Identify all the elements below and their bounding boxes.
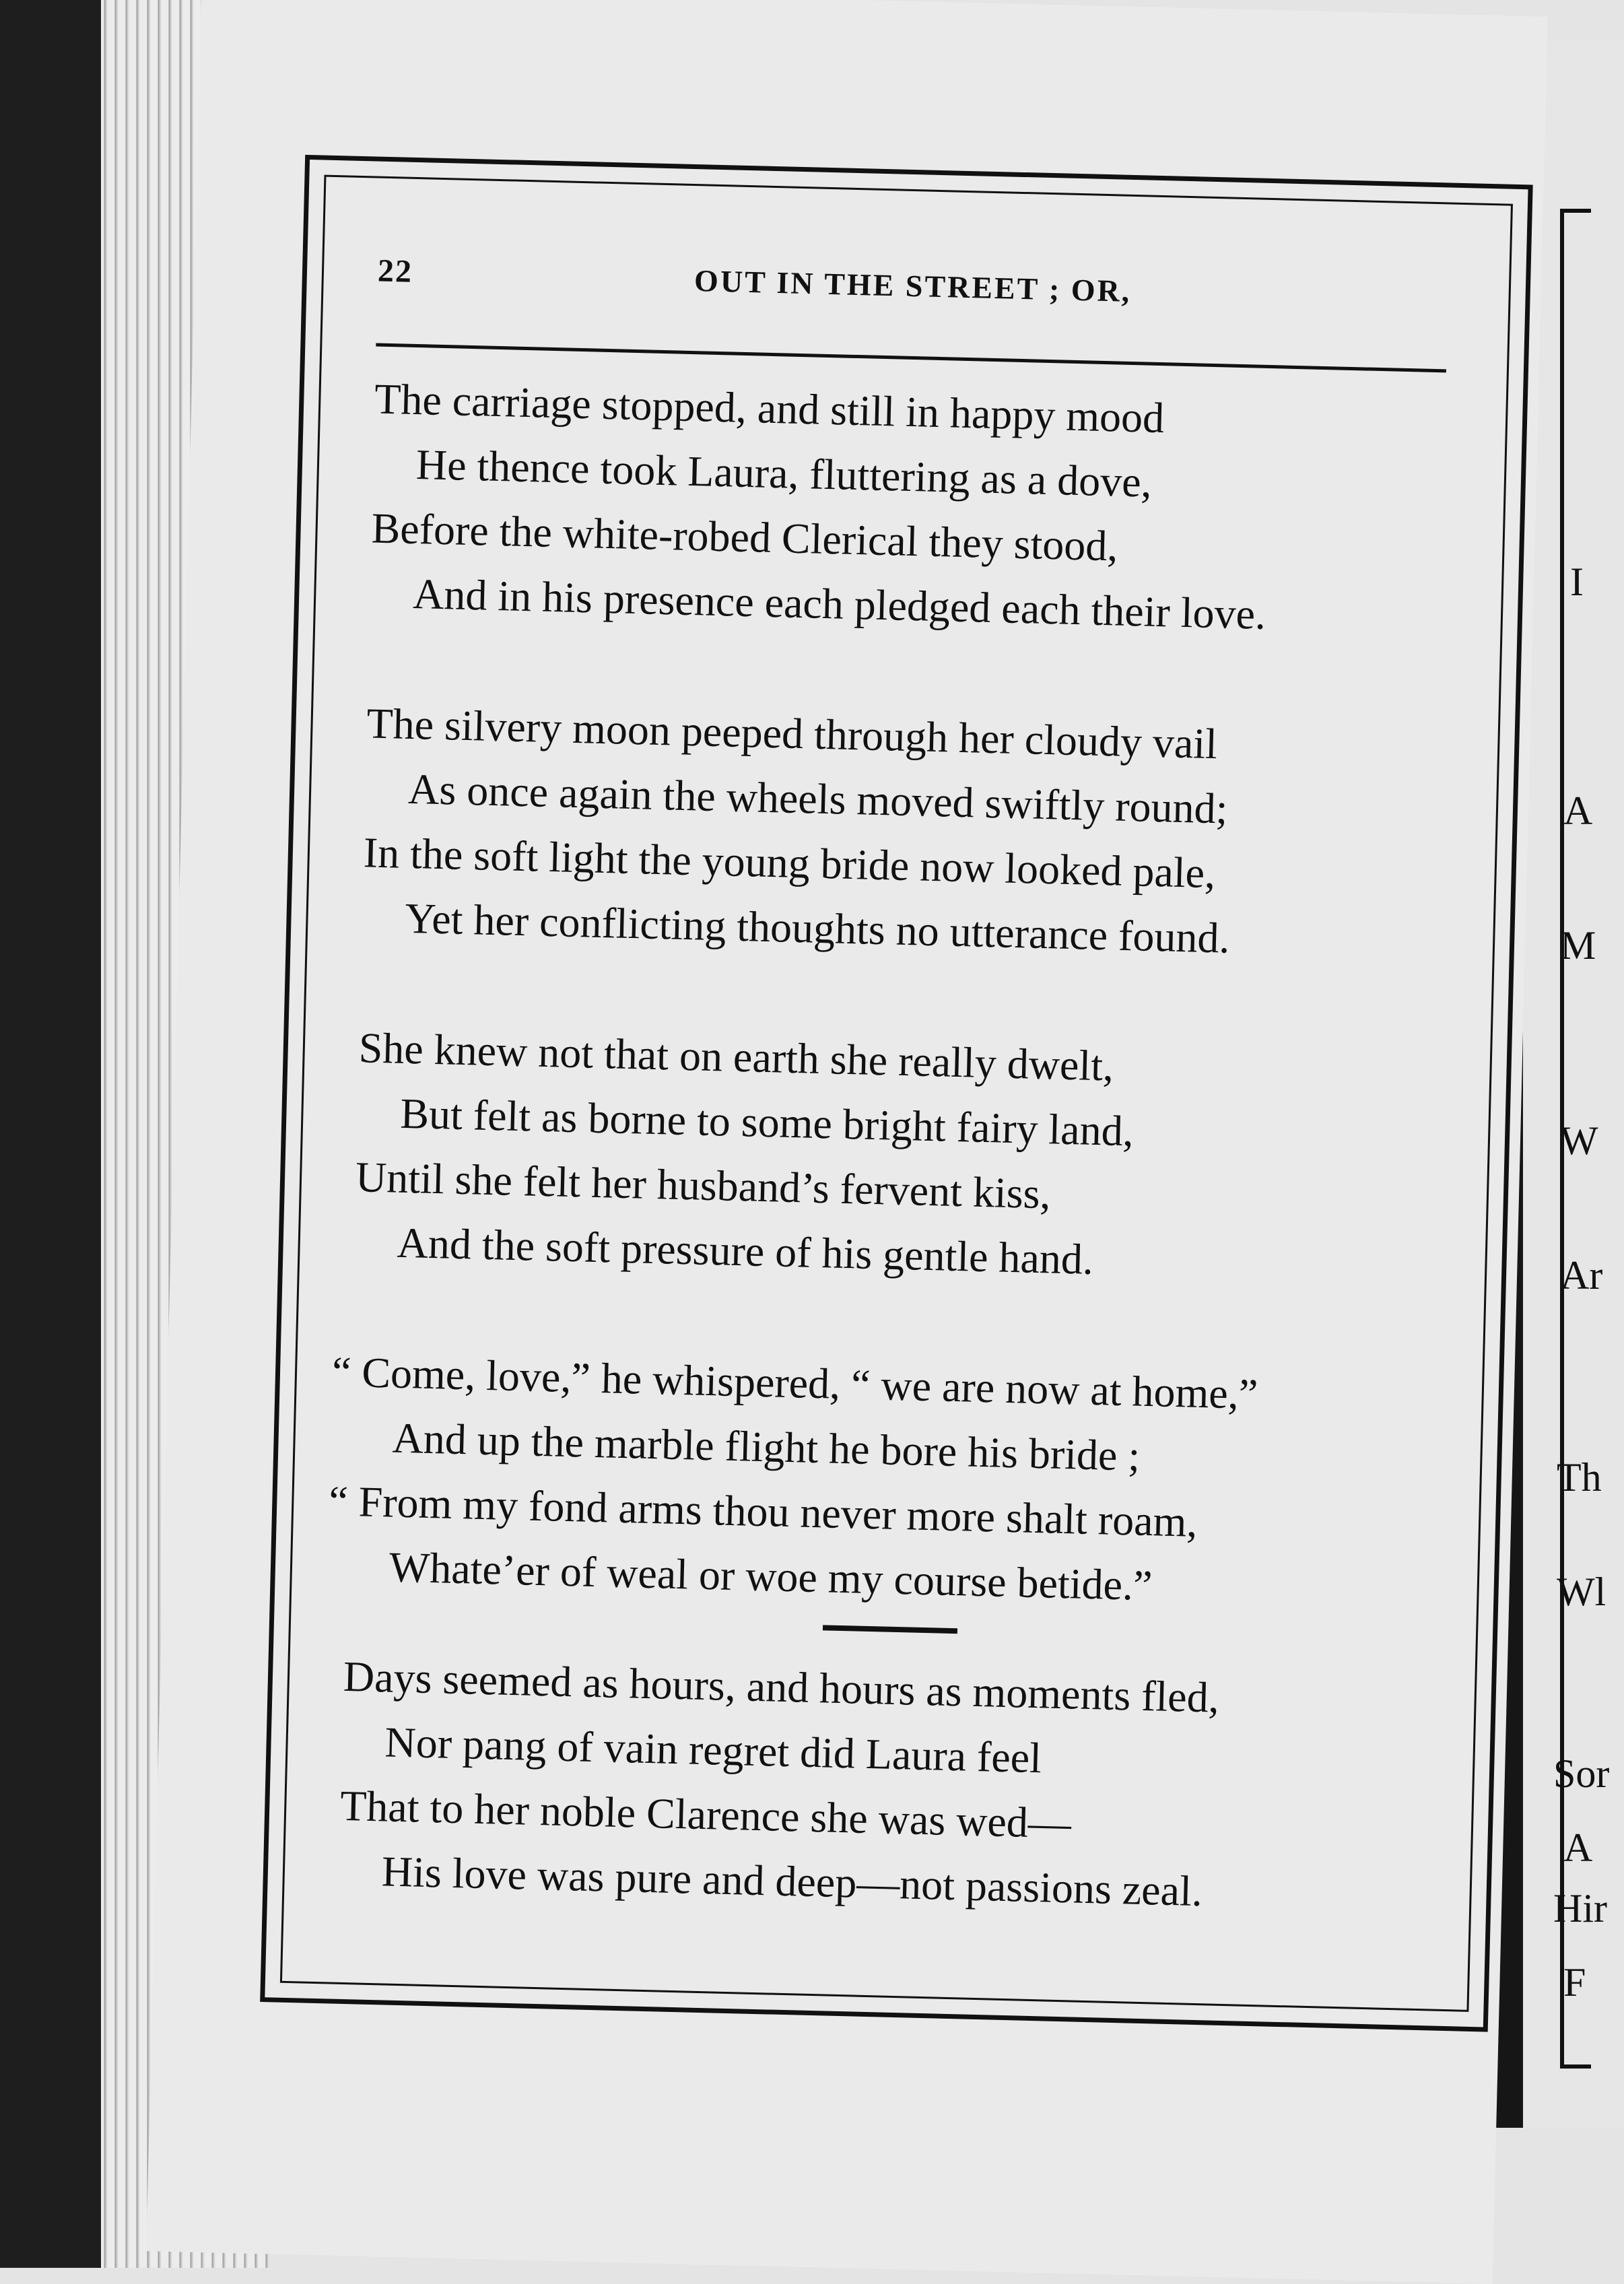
verse-line: And the soft pressure of his gentle hand.: [396, 1218, 1094, 1283]
stanza: [361, 691, 1458, 976]
verse-line: Nor pang of vain regret did Laura feel: [384, 1718, 1042, 1782]
section-divider-rule: [823, 1625, 957, 1634]
verse-line: The carriage stopped, and still in happy mood: [374, 374, 1165, 442]
verse-line: “ From my fond arms thou never more shalt roam,: [328, 1477, 1198, 1546]
scan-dark-margin: [0, 0, 101, 2268]
page-header: [377, 253, 1448, 333]
adjacent-page-fragment: I: [1570, 560, 1584, 604]
page-border-inner: [280, 175, 1513, 2012]
adjacent-page-fragment: Wl: [1557, 1570, 1606, 1614]
verse-line: That to her noble Clarence she was wed—: [339, 1781, 1072, 1848]
page-border-outer: [260, 155, 1532, 2032]
verse-line: But felt as borne to some bright fairy land,: [399, 1089, 1135, 1155]
stanza: [353, 1015, 1450, 1300]
adjacent-page-fragment: Sor: [1553, 1751, 1610, 1796]
verse-line: And in his presence each pledged each their love.: [412, 569, 1266, 638]
verse-line: He thence took Laura, fluttering as a dove,: [415, 440, 1153, 506]
page-number: 22: [377, 253, 413, 290]
verse-line: Days seemed as hours, and hours as moments fled,: [343, 1652, 1220, 1722]
adjacent-page-fragment: F: [1563, 1960, 1586, 2005]
stanza: [369, 367, 1466, 652]
adjacent-page-fragment: Ar: [1560, 1253, 1603, 1298]
stanza: [328, 1340, 1442, 1625]
verse-line: Yet her conflicting thoughts no utterance found.: [404, 894, 1231, 962]
verse-line: “ Come, love,” he whispered, “ we are now at home,”: [331, 1347, 1259, 1418]
stanza: [338, 1644, 1435, 1929]
verse-line: His love was pure and deep—not passions zeal.: [381, 1847, 1203, 1916]
adjacent-page-fragment: A: [1563, 1825, 1593, 1870]
verse-line: In the soft light the young bride now looked pale,: [363, 828, 1216, 898]
running-head: OUT IN THE STREET ; OR,: [693, 263, 1132, 308]
verse-line: Before the white-robed Clerical they stood,: [370, 504, 1119, 570]
verse-line: And up the marble flight he bore his bride ;: [391, 1413, 1141, 1480]
header-rule: [376, 343, 1446, 373]
verse-line: She knew not that on earth she really dwelt,: [358, 1023, 1114, 1090]
adjacent-page-fragment: Th: [1557, 1455, 1602, 1500]
adjacent-page-fragment: M: [1560, 923, 1596, 968]
book-page: [146, 0, 1548, 2284]
adjacent-page-fragment: A: [1563, 788, 1593, 833]
adjacent-page-fragment: W: [1560, 1118, 1598, 1163]
verse-line: Whate’er of weal or woe my course betide.”: [388, 1543, 1153, 1610]
poem-body: [328, 367, 1466, 1996]
verse-line: As once again the wheels moved swiftly round;: [407, 764, 1229, 833]
adjacent-page-fragment: Hir: [1553, 1886, 1607, 1930]
verse-line: The silvery moon peeped through her cloudy vail: [366, 699, 1218, 768]
verse-line: Until she felt her husband’s fervent kiss,: [355, 1153, 1052, 1218]
